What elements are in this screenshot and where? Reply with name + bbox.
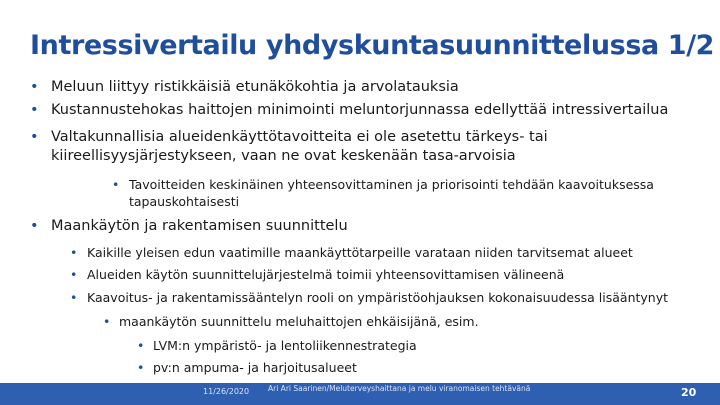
bullet-text-continued: tapauskohtaisesti bbox=[129, 194, 240, 209]
bullet-item bbox=[30, 101, 668, 120]
sub-bullet-item bbox=[70, 266, 564, 283]
bullet-dot: • bbox=[112, 177, 120, 192]
bullet-item bbox=[30, 128, 548, 166]
sub-sub-sub-bullet-item bbox=[137, 359, 357, 376]
sub-bullet-item bbox=[70, 289, 668, 306]
sub-bullet-item bbox=[112, 176, 654, 210]
footer-author: Ari Ari Saarinen/Meluterveyshaittana ja melu viranomaisen tehtävänä bbox=[268, 384, 531, 393]
bullet-dot: • bbox=[30, 102, 39, 118]
bullet-dot: • bbox=[103, 314, 111, 329]
bullet-text: LVM:n ympäristö- ja lentoliikennestrategia bbox=[153, 338, 417, 353]
bullet-dot: • bbox=[70, 245, 78, 260]
bullet-dot: • bbox=[70, 267, 78, 282]
bullet-text: maankäytön suunnittelu meluhaittojen ehkäisijänä, esim. bbox=[119, 314, 479, 329]
bullet-text: Maankäytön ja rakentamisen suunnittelu bbox=[51, 218, 348, 234]
footer-bar bbox=[0, 383, 720, 405]
bullet-text: Kustannustehokas haittojen minimointi meluntorjunnassa edellyttää intressivertailua bbox=[51, 102, 669, 118]
bullet-text: Tavoitteiden keskinäinen yhteensovittaminen ja priorisointi tehdään kaavoituksessa bbox=[129, 177, 654, 192]
slide-title: Intressivertailu yhdyskuntasuunnittelussa 1/2 bbox=[30, 30, 715, 61]
bullet-text: Kaikille yleisen edun vaatimille maankäyttötarpeille varataan niiden tarvitsemat alueet bbox=[87, 245, 633, 260]
sub-sub-sub-bullet-item bbox=[137, 337, 417, 354]
bullet-text: Alueiden käytön suunnittelujärjestelmä toimii yhteensovittamisen välineenä bbox=[87, 267, 565, 282]
bullet-dot: • bbox=[137, 360, 145, 375]
bullet-text: Valtakunnallisia alueidenkäyttötavoitteita ei ole asetettu tärkeys- tai bbox=[51, 129, 548, 145]
bullet-text-continued: kiireellisyysjärjestykseen, vaan ne ovat keskenään tasa-arvoisia bbox=[51, 148, 516, 164]
bullet-dot: • bbox=[30, 218, 39, 234]
bullet-item bbox=[30, 78, 459, 97]
bullet-text: Meluun liittyy ristikkäisiä etunäkökohtia ja arvolatauksia bbox=[51, 79, 459, 95]
page-number: 20 bbox=[681, 386, 697, 399]
bullet-text: pv:n ampuma- ja harjoitusalueet bbox=[153, 360, 357, 375]
bullet-dot: • bbox=[30, 79, 39, 95]
bullet-dot: • bbox=[30, 129, 39, 145]
footer-date: 11/26/2020 bbox=[203, 387, 250, 396]
bullet-text: Kaavoitus- ja rakentamissääntelyn rooli on ympäristöohjauksen kokonaisuudessa lisääntynyt bbox=[87, 290, 669, 305]
bullet-item bbox=[30, 217, 348, 236]
sub-bullet-item bbox=[70, 244, 633, 261]
bullet-dot: • bbox=[137, 338, 145, 353]
sub-sub-bullet-item bbox=[103, 313, 479, 330]
bullet-dot: • bbox=[70, 290, 78, 305]
